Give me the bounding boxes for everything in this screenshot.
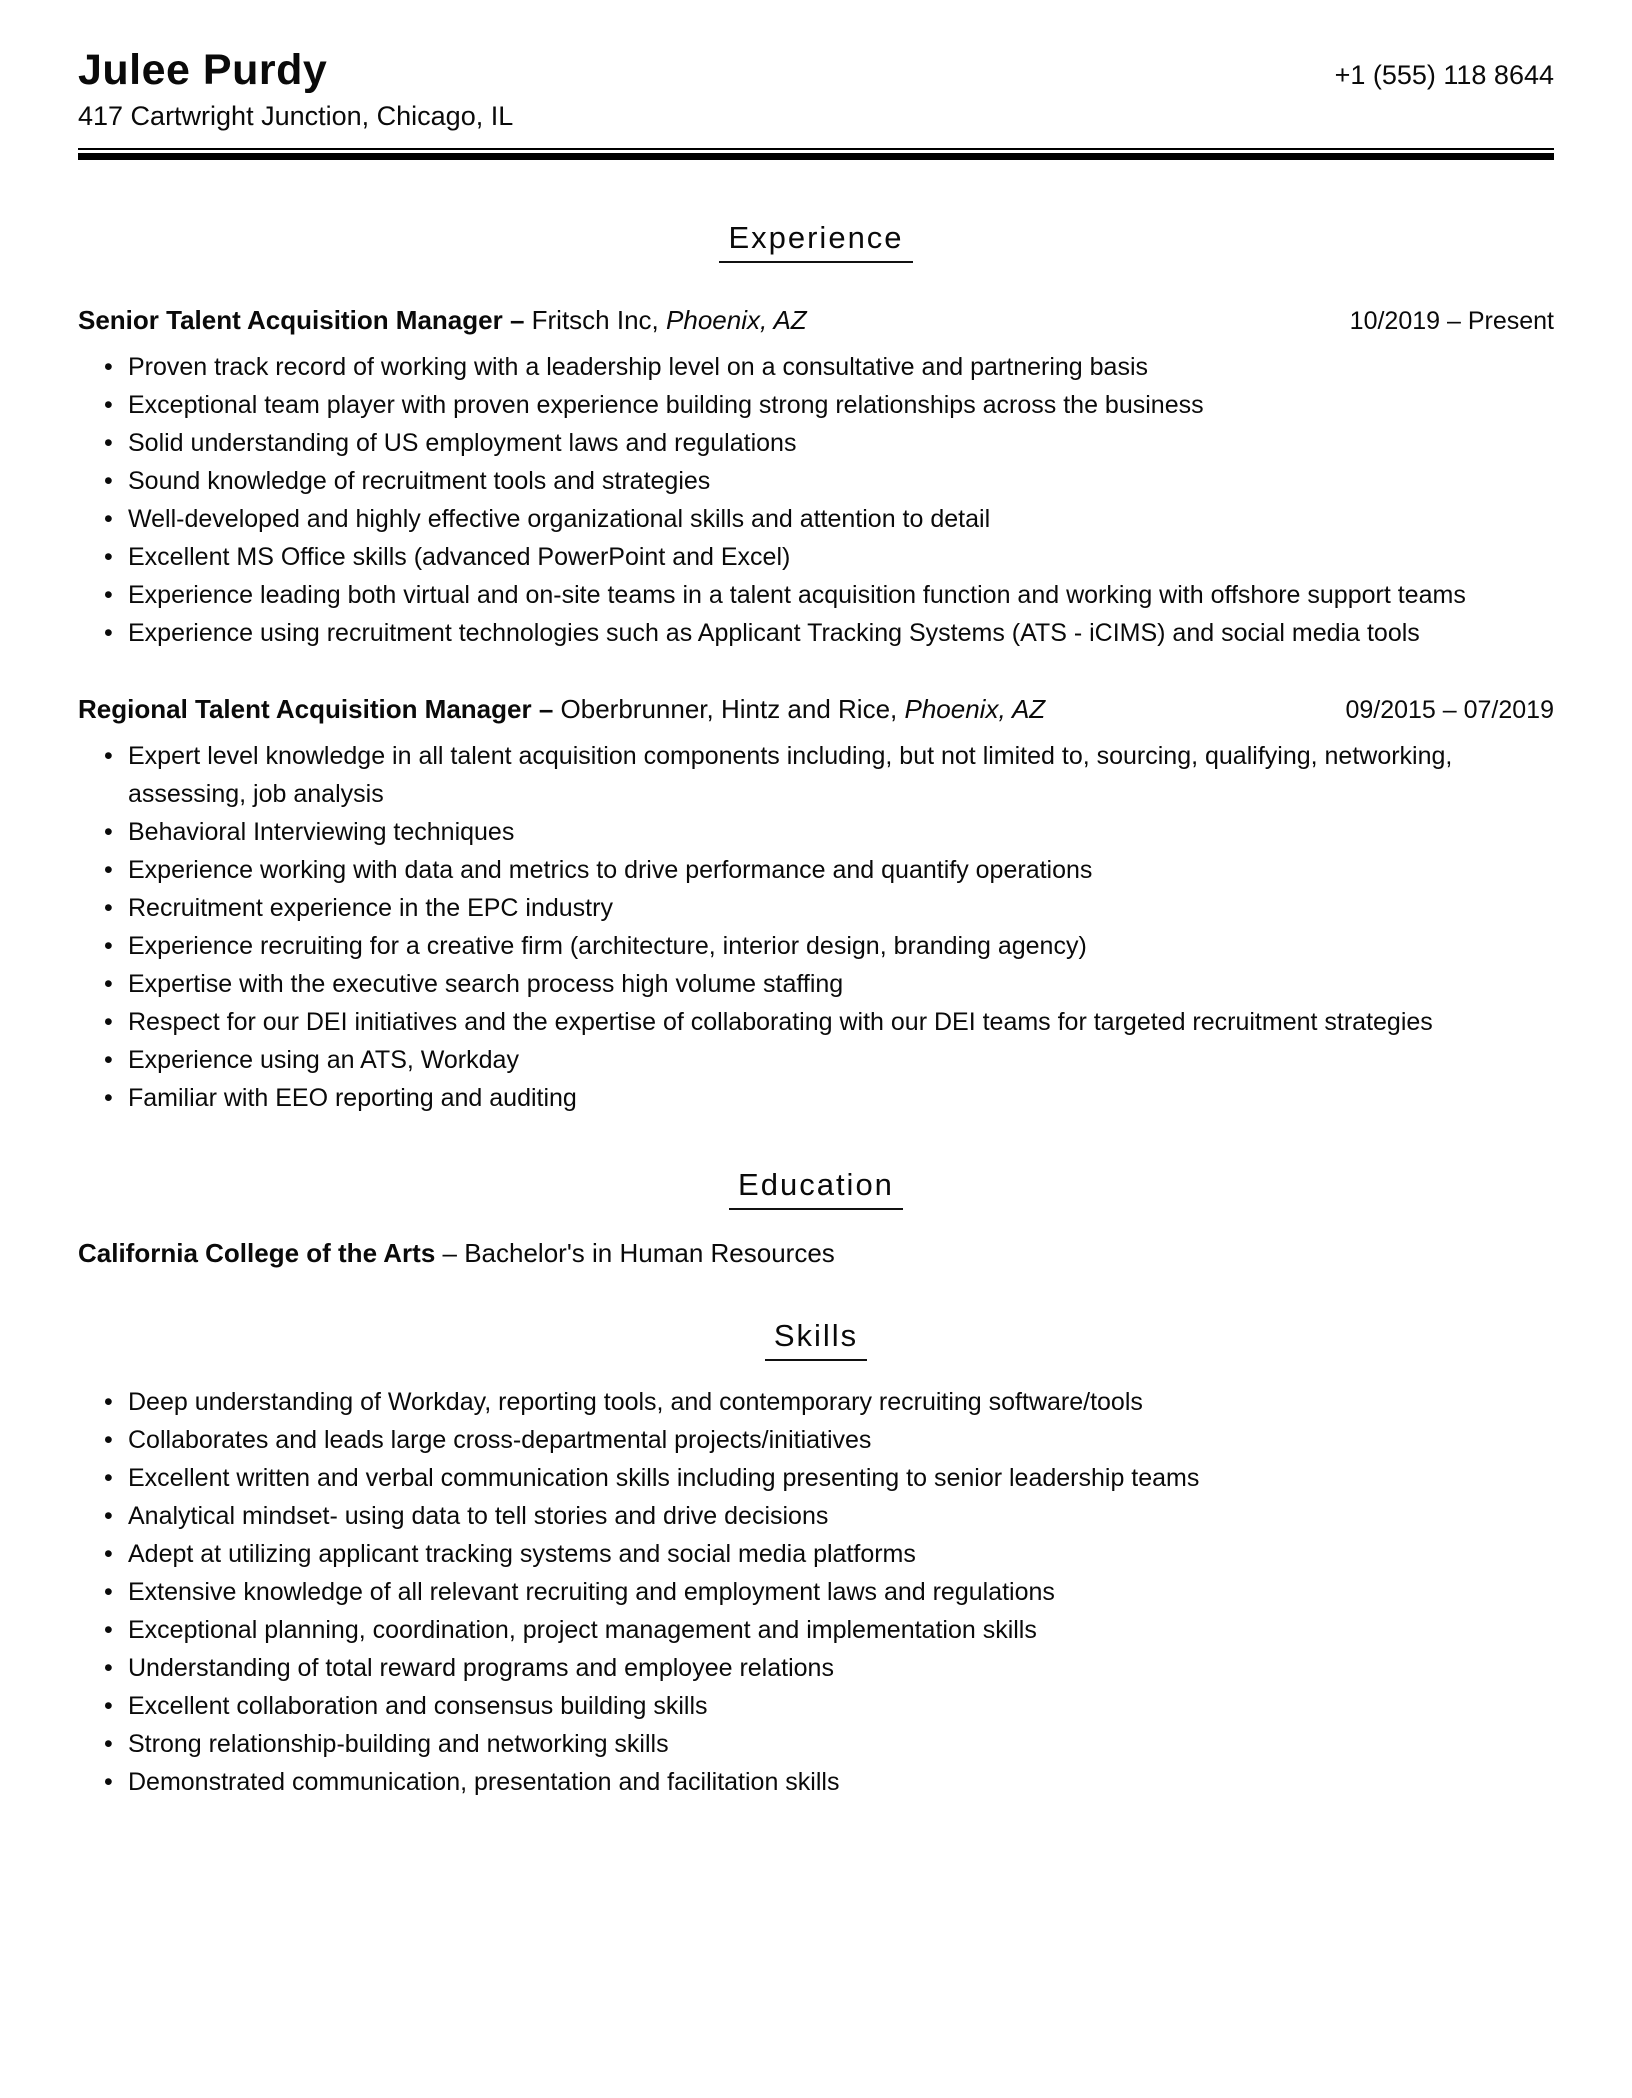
bullet-item: • Excellent written and verbal communication skills including presenting to senior leadership teams (78, 1459, 1554, 1497)
phone-number: +1 (555) 118 8644 (1334, 60, 1554, 90)
job-dates: 10/2019 – Present (1349, 307, 1554, 336)
bullet-item: • Behavioral Interviewing techniques (78, 813, 1554, 851)
job-location: Phoenix, AZ (666, 305, 807, 336)
bullet-item: • Proven track record of working with a leadership level on a consultative and partnering basis (78, 348, 1554, 386)
bullet-item: • Experience using recruitment technologies such as Applicant Tracking Systems (ATS - iCIMS) and social media tools (78, 614, 1554, 652)
job-company: Oberbrunner, Hintz and Rice, (560, 694, 898, 725)
header-rule-thick (78, 153, 1554, 160)
job-bullet-list (78, 737, 1554, 1117)
skills-section (78, 1318, 1554, 1801)
bullet-item: • Exceptional team player with proven experience building strong relationships across the business (78, 386, 1554, 424)
job-company: Fritsch Inc, (531, 305, 659, 336)
resume-header (78, 46, 1554, 160)
education-entry (78, 1236, 1554, 1270)
job-title (78, 692, 1045, 726)
bullet-item: • Experience working with data and metrics to drive performance and quantify operations (78, 851, 1554, 889)
bullet-item: • Experience leading both virtual and on-site teams in a talent acquisition function and working with offshore support teams (78, 576, 1500, 614)
job-title (78, 303, 807, 337)
job-location: Phoenix, AZ (904, 694, 1046, 725)
skills-bullet-list (78, 1383, 1554, 1801)
bullet-item: • Respect for our DEI initiatives and the expertise of collaborating with our DEI teams for targeted recruitment strategies (78, 1003, 1554, 1041)
education-heading: Education (729, 1167, 903, 1210)
job-role: Senior Talent Acquisition Manager – (78, 305, 525, 336)
header-top-row (78, 46, 1554, 95)
job-role: Regional Talent Acquisition Manager – (78, 694, 554, 725)
bullet-item: • Deep understanding of Workday, reporting tools, and contemporary recruiting software/tools (78, 1383, 1554, 1421)
bullet-item: • Expertise with the executive search process high volume staffing (78, 965, 1554, 1003)
job-title-line (78, 692, 1554, 727)
bullet-item: • Experience using an ATS, Workday (78, 1041, 1554, 1079)
job-bullet-list (78, 348, 1554, 652)
person-name: Julee Purdy (78, 46, 328, 94)
bullet-item: • Sound knowledge of recruitment tools and strategies (78, 462, 1554, 500)
bullet-item: • Recruitment experience in the EPC industry (78, 889, 1554, 927)
bullet-item: • Excellent collaboration and consensus building skills (78, 1687, 1554, 1725)
address: 417 Cartwright Junction, Chicago, IL (78, 101, 514, 132)
job-title-line (78, 303, 1554, 338)
bullet-item: • Strong relationship-building and networking skills (78, 1725, 1554, 1763)
bullet-item: • Familiar with EEO reporting and auditing (78, 1079, 1554, 1117)
experience-heading-wrap (78, 220, 1554, 263)
skills-heading-wrap (78, 1318, 1554, 1361)
education-section (78, 1167, 1554, 1270)
bullet-item: • Understanding of total reward programs and employee relations (78, 1649, 1554, 1687)
bullet-item: • Excellent MS Office skills (advanced PowerPoint and Excel) (78, 538, 1554, 576)
education-degree: – Bachelor's in Human Resources (442, 1238, 835, 1269)
education-heading-wrap (78, 1167, 1554, 1210)
bullet-item: • Exceptional planning, coordination, project management and implementation skills (78, 1611, 1554, 1649)
job-dates: 09/2015 – 07/2019 (1345, 696, 1554, 725)
experience-section (78, 220, 1554, 1117)
bullet-item: • Demonstrated communication, presentation and facilitation skills (78, 1763, 1554, 1801)
bullet-item: • Adept at utilizing applicant tracking systems and social media platforms (78, 1535, 1554, 1573)
education-school: California College of the Arts (78, 1238, 436, 1269)
bullet-item: • Expert level knowledge in all talent acquisition components including, but not limited to, sourcing, qualifying, networking, assessing, job analysis (78, 737, 1554, 813)
experience-heading: Experience (719, 220, 912, 263)
bullet-item: • Solid understanding of US employment laws and regulations (78, 424, 1554, 462)
bullet-item: • Analytical mindset- using data to tell stories and drive decisions (78, 1497, 1554, 1535)
bullet-item: • Well-developed and highly effective organizational skills and attention to detail (78, 500, 1554, 538)
header-rule-thin (78, 148, 1554, 150)
bullet-item: • Collaborates and leads large cross-departmental projects/initiatives (78, 1421, 1554, 1459)
bullet-item: • Experience recruiting for a creative firm (architecture, interior design, branding agency) (78, 927, 1554, 965)
skills-heading: Skills (765, 1318, 867, 1361)
job-entry-regional-tam (78, 692, 1554, 1117)
bullet-item: • Extensive knowledge of all relevant recruiting and employment laws and regulations (78, 1573, 1554, 1611)
job-entry-senior-tam (78, 303, 1554, 652)
